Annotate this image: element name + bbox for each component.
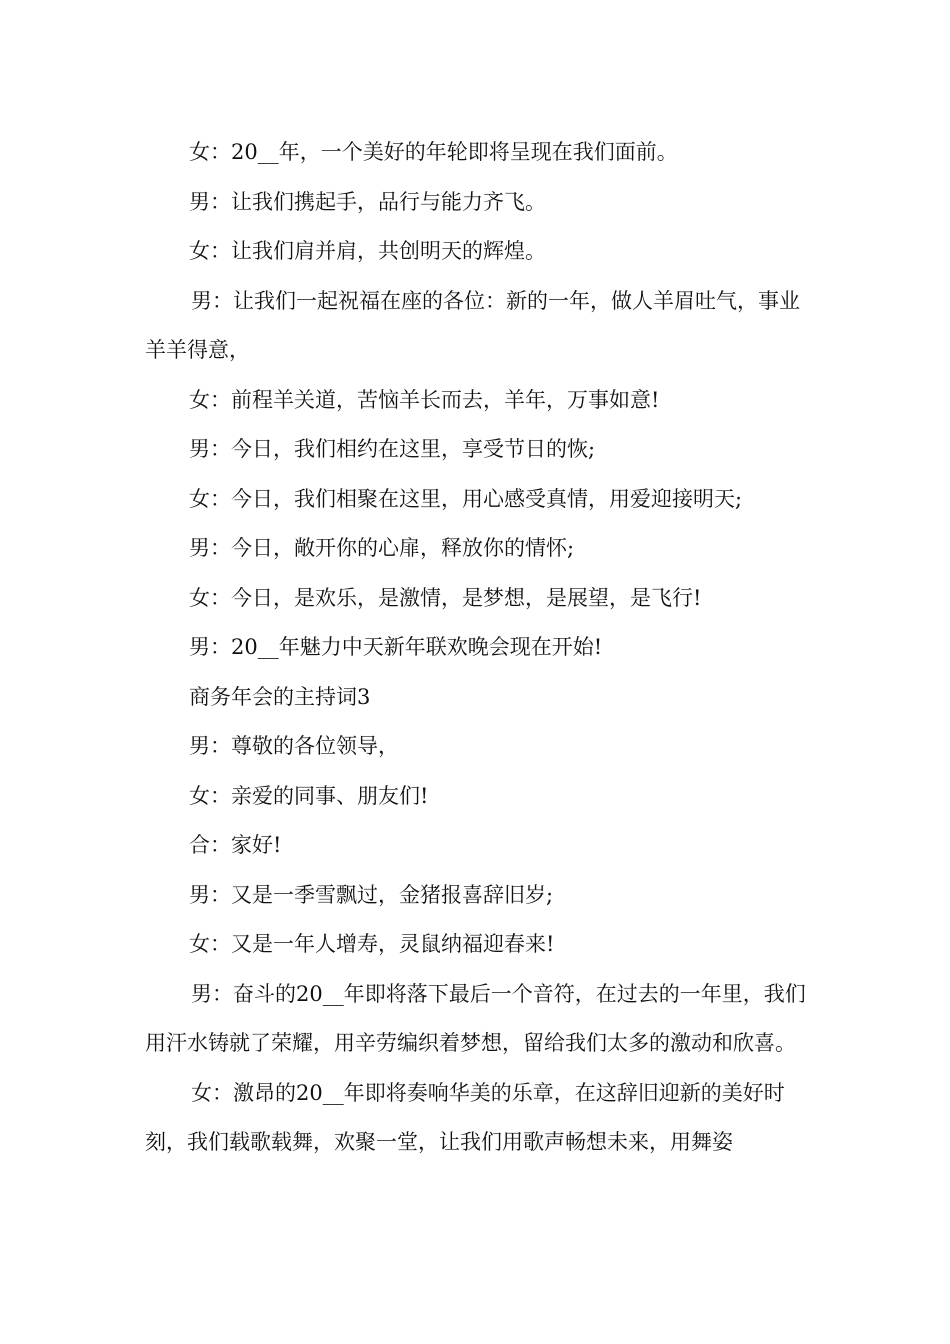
paragraph-9: 女：今日，是欢乐，是激情，是梦想，是展望，是飞行! <box>189 585 702 610</box>
paragraph-10: 男：20__年魅力中天新年联欢晚会现在开始! <box>189 635 603 659</box>
paragraph-18: 女：激昂的20__年即将奏响华美的乐章，在这辞旧迎新的美好时刻，我们载歌载舞，欢聚一堂，让我们用歌声畅想未来，用舞姿 <box>145 1080 785 1154</box>
paragraph-12: 男：尊敬的各位领导， <box>189 734 399 758</box>
paragraph-4: 男：让我们一起祝福在座的各位：新的一年，做人羊眉吐气，事业羊羊得意， <box>145 288 800 362</box>
section-heading: 商务年会的主持词3 <box>189 684 371 709</box>
paragraph-16: 女：又是一年人增寿，灵鼠纳福迎春来! <box>189 932 555 956</box>
paragraph-5: 女：前程羊关道，苦恼羊长而去，羊年，万事如意! <box>189 387 660 412</box>
paragraph-13: 女：亲爱的同事、朋友们! <box>189 783 429 808</box>
paragraph-3: 女：让我们肩并肩，共创明天的辉煌。 <box>189 239 546 263</box>
paragraph-8: 男：今日，敞开你的心扉，释放你的情怀; <box>189 536 575 560</box>
paragraph-6: 男：今日，我们相约在这里，享受节日的恢; <box>189 437 596 461</box>
document-body <box>145 128 810 1168</box>
paragraph-14: 合：家好! <box>189 833 282 857</box>
paragraph-17: 男：奋斗的20__年即将落下最后一个音符，在过去的一年里，我们用汗水铸就了荣耀，用辛劳编织着梦想，留给我们太多的激动和欣喜。 <box>145 981 806 1055</box>
paragraph-15: 男：又是一季雪飘过，金猪报喜辞旧岁; <box>189 882 554 907</box>
paragraph-2: 男：让我们携起手，品行与能力齐飞。 <box>189 189 546 214</box>
paragraph-7: 女：今日，我们相聚在这里，用心感受真情，用爱迎接明天; <box>189 486 743 511</box>
paragraph-1: 女：20__年，一个美好的年轮即将呈现在我们面前。 <box>189 140 678 164</box>
